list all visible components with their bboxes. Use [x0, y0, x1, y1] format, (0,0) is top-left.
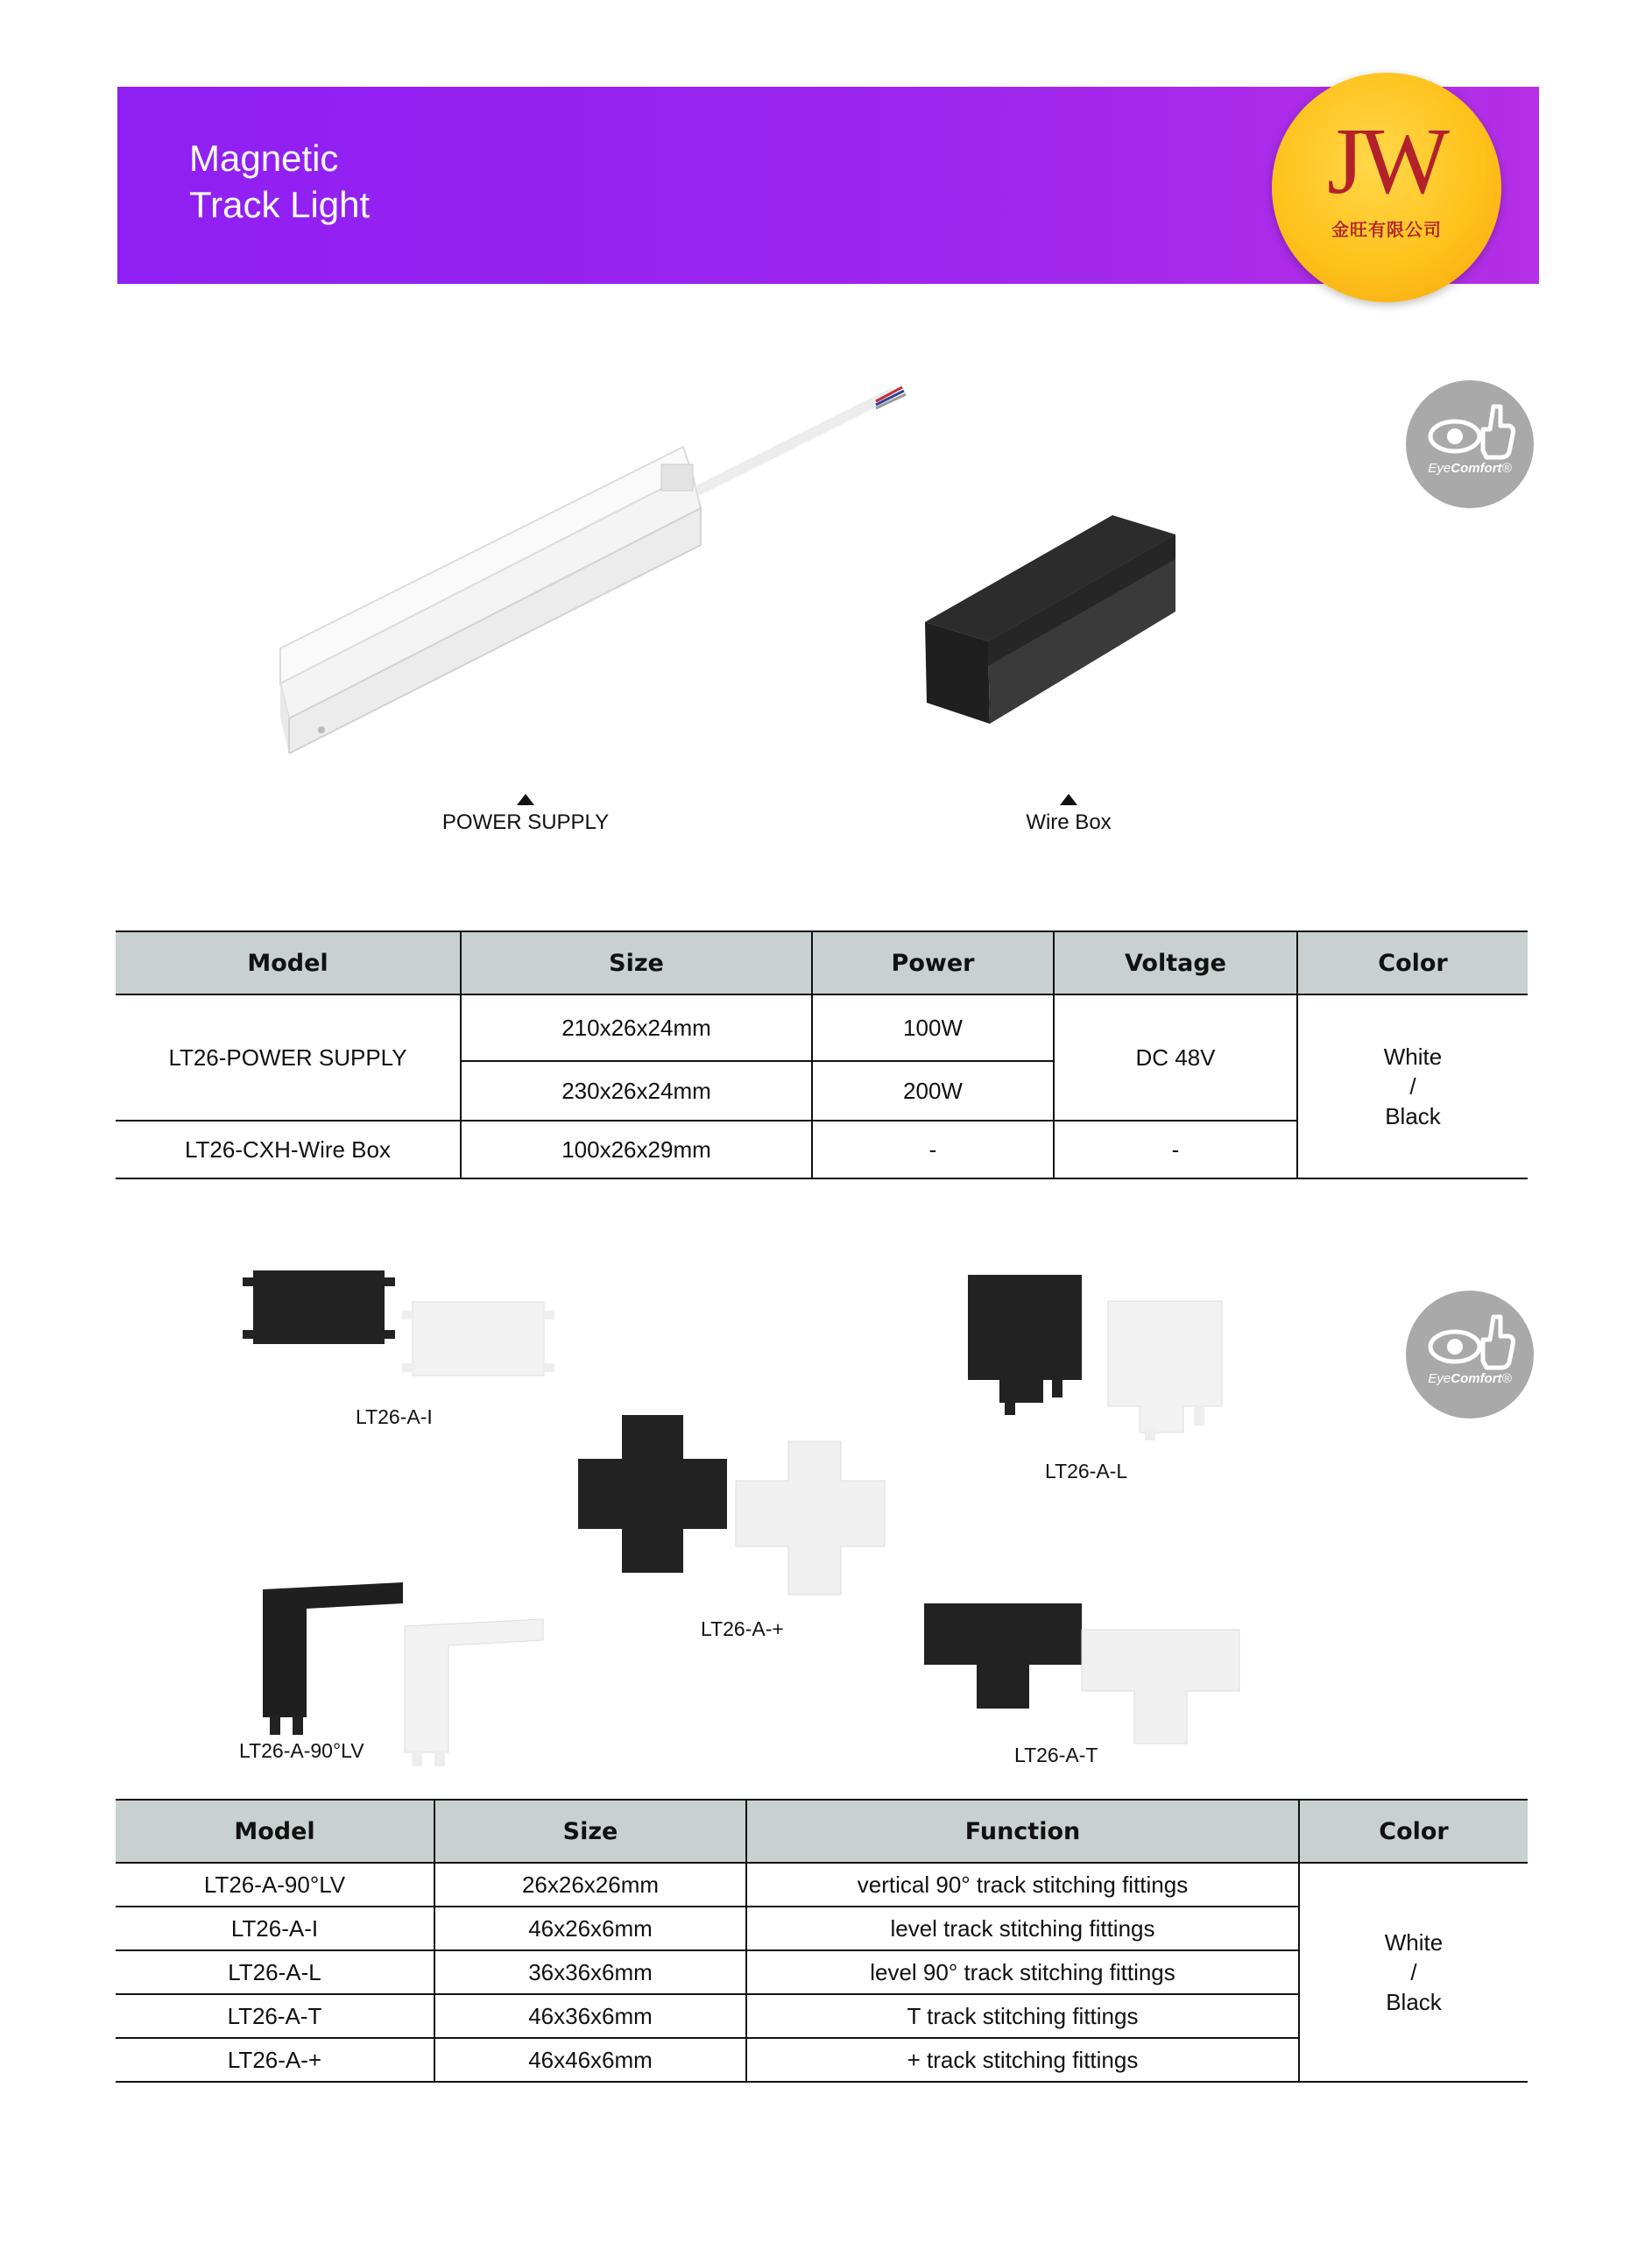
cell-power: 100W — [812, 994, 1054, 1061]
connector-90lv-label: LT26-A-90°LV — [239, 1739, 364, 1762]
col-header-model: Model — [116, 1800, 434, 1863]
cell-model: LT26-POWER SUPPLY — [116, 994, 461, 1121]
cell-function: level track stitching fittings — [746, 1907, 1299, 1950]
power-supply-caption: POWER SUPPLY — [429, 794, 622, 835]
title-line-2: Track Light — [189, 184, 371, 225]
cell-model: LT26-A-+ — [116, 2038, 434, 2082]
col-header-size: Size — [434, 1800, 746, 1863]
color-line-3: Black — [1385, 1103, 1441, 1129]
color-line-3: Black — [1386, 1989, 1442, 2015]
eye-comfort-badge — [1406, 380, 1534, 508]
cell-power: - — [812, 1121, 1054, 1178]
cell-size: 230x26x24mm — [461, 1061, 812, 1121]
connector-spec-table — [116, 1799, 1528, 2083]
col-header-color: Color — [1299, 1800, 1528, 1863]
cell-size: 36x36x6mm — [434, 1950, 746, 1994]
cell-size: 210x26x24mm — [461, 994, 812, 1061]
cell-function: T track stitching fittings — [746, 1994, 1299, 2038]
col-header-color: Color — [1297, 931, 1528, 994]
cell-color — [1297, 994, 1528, 1178]
cell-model: LT26-A-90°LV — [116, 1863, 434, 1907]
connector-i-image — [241, 1262, 565, 1393]
cell-size: 46x26x6mm — [434, 1907, 746, 1950]
cell-size: 46x36x6mm — [434, 1994, 746, 2038]
connector-l-image — [959, 1266, 1239, 1441]
eye-comfort-text: EyeComfort® — [1428, 1371, 1512, 1386]
connector-l-label: LT26-A-L — [1045, 1460, 1128, 1482]
col-header-model: Model — [116, 931, 461, 994]
connector-plus-label: LT26-A-+ — [701, 1617, 784, 1640]
col-header-function: Function — [746, 1800, 1299, 1863]
connector-t-label: LT26-A-T — [1014, 1744, 1098, 1766]
logo-mark: JW — [1327, 110, 1446, 214]
col-header-power: Power — [812, 931, 1054, 994]
cell-size: 26x26x26mm — [434, 1863, 746, 1907]
cell-voltage: - — [1054, 1121, 1297, 1178]
cell-model: LT26-A-T — [116, 1994, 434, 2038]
jw-logo — [1272, 73, 1501, 302]
table-row — [116, 994, 1528, 1061]
cell-function: level 90° track stitching fittings — [746, 1950, 1299, 1994]
cell-model: LT26-A-I — [116, 1907, 434, 1950]
power-supply-image — [272, 386, 920, 754]
page-title — [189, 135, 370, 228]
col-header-size: Size — [461, 931, 812, 994]
cell-function: vertical 90° track stitching fittings — [746, 1863, 1299, 1907]
table-header-row — [116, 1800, 1528, 1863]
color-line-2: / — [1409, 1073, 1416, 1100]
color-line-1: White — [1383, 1044, 1443, 1070]
table-header-row — [116, 931, 1528, 994]
cell-color — [1299, 1863, 1528, 2082]
cell-model: LT26-CXH-Wire Box — [116, 1121, 461, 1178]
table-row — [116, 1863, 1528, 1907]
connector-plus-image — [569, 1406, 902, 1608]
caption-triangle-icon — [1060, 794, 1077, 805]
eye-comfort-badge — [1406, 1291, 1534, 1419]
cell-model: LT26-A-L — [116, 1950, 434, 1994]
cell-size: 46x46x6mm — [434, 2038, 746, 2082]
title-line-1: Magnetic — [189, 138, 339, 179]
color-line-1: White — [1384, 1929, 1444, 1956]
eye-comfort-icon — [1406, 1291, 1534, 1419]
power-supply-spec-table — [116, 930, 1528, 1179]
col-header-voltage: Voltage — [1054, 931, 1297, 994]
eye-comfort-text: EyeComfort® — [1428, 461, 1512, 476]
color-line-2: / — [1410, 1959, 1417, 1985]
cell-power: 200W — [812, 1061, 1054, 1121]
caption-triangle-icon — [517, 794, 534, 805]
connector-i-label: LT26-A-I — [356, 1405, 433, 1428]
wire-box-image — [920, 508, 1183, 727]
cell-function: + track stitching fittings — [746, 2038, 1299, 2082]
cell-size: 100x26x29mm — [461, 1121, 812, 1178]
cell-voltage: DC 48V — [1054, 994, 1297, 1121]
logo-company-name: 金旺有限公司 — [1331, 221, 1442, 240]
eye-comfort-icon — [1406, 380, 1534, 508]
wire-box-caption: Wire Box — [999, 794, 1139, 835]
